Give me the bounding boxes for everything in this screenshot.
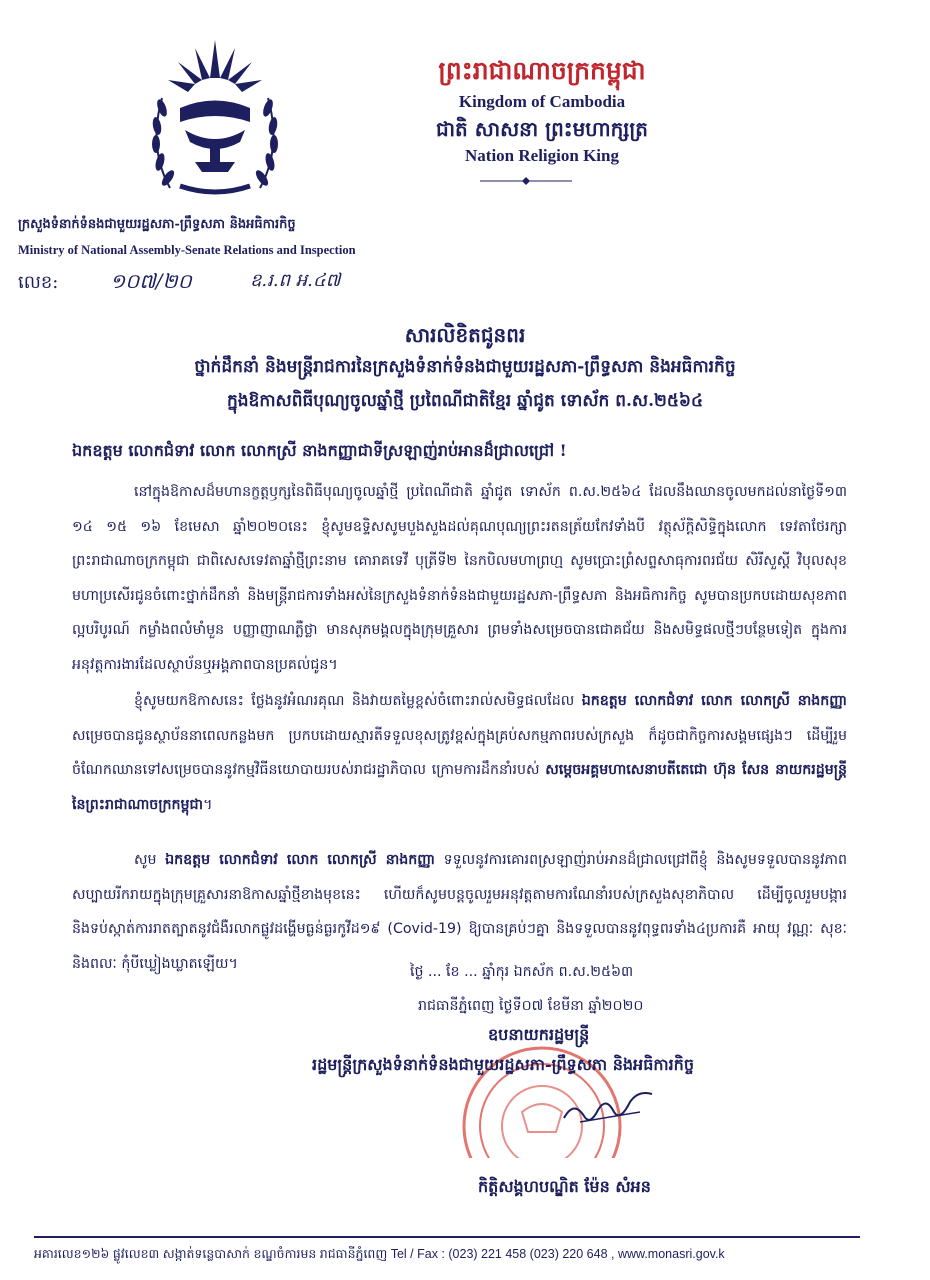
kingdom-khmer-title: ព្រះរាជាណាចក្រកម្ពុជា [438, 56, 646, 85]
letter-subtitle-1: ថ្នាក់ដឹកនាំ និងមន្ត្រីរាជការនៃក្រសួងទំនាក់ទំនងជាមួយរដ្ឋសភា-ព្រឹទ្ធសភា និងអធិការកិច្ច [194, 357, 736, 377]
motto-english: Nation Religion King [465, 146, 619, 165]
reference-code: ឧ.រ.ព អ.៤៧ [250, 270, 341, 291]
motto-khmer: ជាតិ សាសនា ព្រះមហាក្សត្រ [436, 117, 648, 141]
body-paragraph-2 [72, 684, 847, 822]
paragraph-2-text-a: ខ្ញុំសូមយកឱកាសនេះ ថ្លែងនូវអំណរគុណ និងវាយតម្លៃខ្ពស់ចំពោះរាល់សមិទ្ធផលដែល [134, 693, 582, 709]
footer-divider [34, 1236, 860, 1238]
signatory-role-2: រដ្ឋមន្ត្រីក្រសួងទំនាក់ទំនងជាមួយរដ្ឋសភា-ព្រឹទ្ធសភា និងអធិការកិច្ច [312, 1055, 694, 1074]
reference-number: ១០៧/២០ [110, 269, 192, 293]
paragraph-2-text-e: ។ [203, 796, 213, 813]
letter-title: សារលិខិតជូនពរ [404, 323, 526, 347]
date-lunar: ថ្ងៃ ... ខែ ... ឆ្នាំកុរ ឯកស័ក ព.ស.២៥៦៣ [410, 964, 634, 980]
paragraph-3-text-c: ទទួលនូវការគោរពស្រឡាញ់រាប់អានដ៏ជ្រាលជ្រៅពីខ្ញុំ និងសូមទទួលបាននូវភាពសប្បាយរីករាយក្នុងក្រុមគ្រួសារនាឱកាសឆ្នាំថ្មីខាងមុខនេះ ហើយក៏សូមបន្តចូលរួមអនុវត្តតាមការណែនាំរបស់ក្រសួងសុខាភិបាល ដើម្បីចូលរួមបង្ការ និងទប់ស្កាត់ការរាតត្បាតនូវជំងឺរលាកផ្លូវដង្ហើមធ្ងន់ធ្ងរកូវីដ១៩ (Covid-19) ឱ្យបានគ្រប់ៗគ្នា និងទទួលបាននូវពុទ្ធពរទាំង៤ប្រការគឺ អាយុ វណ្ណៈ សុខៈ និងពលៈ កុំបីឃ្លៀងឃ្លាតឡើយ។ [72, 852, 847, 972]
ministry-name-khmer: ក្រសួងទំនាក់ទំនងជាមួយរដ្ឋសភា-ព្រឹទ្ធសភា និងអធិការកិច្ច [18, 217, 296, 232]
signatory-role-1: ឧបនាយករដ្ឋមន្ត្រី [488, 1025, 590, 1044]
salutation: ឯកឧត្តម លោកជំទាវ លោក លោកស្រី នាងកញ្ញាជាទីស្រឡាញ់រាប់អានដ៏ជ្រាលជ្រៅ ! [72, 441, 567, 460]
paragraph-3-addressees: ឯកឧត្តម លោកជំទាវ លោក លោកស្រី នាងកញ្ញា [165, 852, 435, 868]
ministry-name-english: Ministry of National Assembly-Senate Relations and Inspection [18, 243, 356, 257]
body-paragraph-1: នៅក្នុងឱកាសដ៏មហានក្ខត្តឫក្សនៃពិធីបុណ្យចូលឆ្នាំថ្មី ប្រពៃណីជាតិ ឆ្នាំជូត ទោស័ក ព.ស.២៥៦៤ ដែលនឹងឈានចូលមកដល់នាថ្ងៃទី១៣ ១៤ ១៥ ១៦ ខែមេសា ឆ្នាំ២០២០នេះ ខ្ញុំសូមឧទ្ទិសសូមបួងសួងដល់គុណបុណ្យព្រះរតនត្រ័យកែវទាំងបី វត្ថុស័ក្តិសិទ្ធិក្នុងលោក ទេវតាថែរក្សាព្រះរាជាណាចក្រកម្ពុជា ជាពិសេសទេវតាឆ្នាំថ្មីព្រះនាម គោរាគទេវី បុត្រីទី២ នៃកបិលមហាព្រហ្ម សូមប្រោះព្រំសព្ទសាធុការពរជ័យ សិរីសួស្តី វិបុលសុខ មហាប្រសើរជូនចំពោះថ្នាក់ដឹកនាំ និងមន្ត្រីរាជការទាំងអស់នៃក្រសួងទំនាក់ទំនងជាមួយរដ្ឋសភា-ព្រឹទ្ធសភា និងអធិការកិច្ច សូមបានប្រកបដោយសុខភាពល្អបរិបូរណ៍ កម្លាំងពលំមាំមួន បញ្ញាញាណភ្លឺថ្លា មានសុភមង្គលក្នុងក្រុមគ្រួសារ ព្រមទាំងសម្រេចបានជោគជ័យ និងសមិទ្ធផលថ្មីៗបន្ថែមទៀត ក្នុងការអនុវត្តការងារដែលស្ថាប័នឬអង្គភាពបានប្រគល់ជូន។ [72, 484, 847, 673]
paragraph-2-text-c: សម្រេចបានជូនស្ថាប័ននាពេលកន្លងមក ប្រកបដោយស្មារតីទទួលខុសត្រូវខ្ពស់ក្នុងគ្រប់សកម្មភាពរបស់ក្រសួង ក៏ដូចជាកិច្ចការសង្គមផ្សេងៗ ដើម្បីរួមចំណែកឈានទៅសម្រេចបាននូវកម្មវិធីនយោបាយរបស់រាជរដ្ឋាភិបាល ក្រោមការដឹកនាំរបស់ [72, 727, 847, 778]
paragraph-3-text-a: សូម [134, 852, 166, 868]
body-paragraph-3 [72, 843, 847, 981]
letter-subtitle-2: ក្នុងឱកាសពិធីបុណ្យចូលឆ្នាំថ្មី ប្រពៃណីជាតិខ្មែរ ឆ្នាំជូត ទោស័ក ព.ស.២៥៦៤ [226, 391, 704, 411]
ministry-emblem-logo [140, 38, 290, 208]
reference-label: លេខ: [18, 272, 59, 293]
date-solar: រាជធានីភ្នំពេញ ថ្ងៃទី០៧ ខែមីនា ឆ្នាំ២០២០ [418, 998, 644, 1014]
kingdom-english-title: Kingdom of Cambodia [458, 92, 626, 111]
handwritten-signature [560, 1082, 656, 1130]
ornament-divider [478, 176, 574, 186]
signer-name: កិត្តិសង្គហបណ្ឌិត ម៉ែន សំអន [478, 1177, 651, 1196]
footer-contact: អគារលេខ១២៦ ផ្លូវលេខ៣ សង្កាត់ទន្លេបាសាក់ ខណ្ឌចំការមន រាជធានីភ្នំពេញ Tel / Fax : (023) 221 458 (023) 220 648 , www.monasri.gov.k [34, 1247, 725, 1261]
paragraph-2-prime-minister: សម្តេចអគ្គមហាសេនាបតីតេជោ ហ៊ុន សែន នាយករដ្ឋមន្ត្រី នៃព្រះរាជាណាចក្រកម្ពុជា [72, 762, 847, 813]
paragraph-2-addressees: ឯកឧត្តម លោកជំទាវ លោក លោកស្រី នាងកញ្ញា [581, 693, 847, 709]
